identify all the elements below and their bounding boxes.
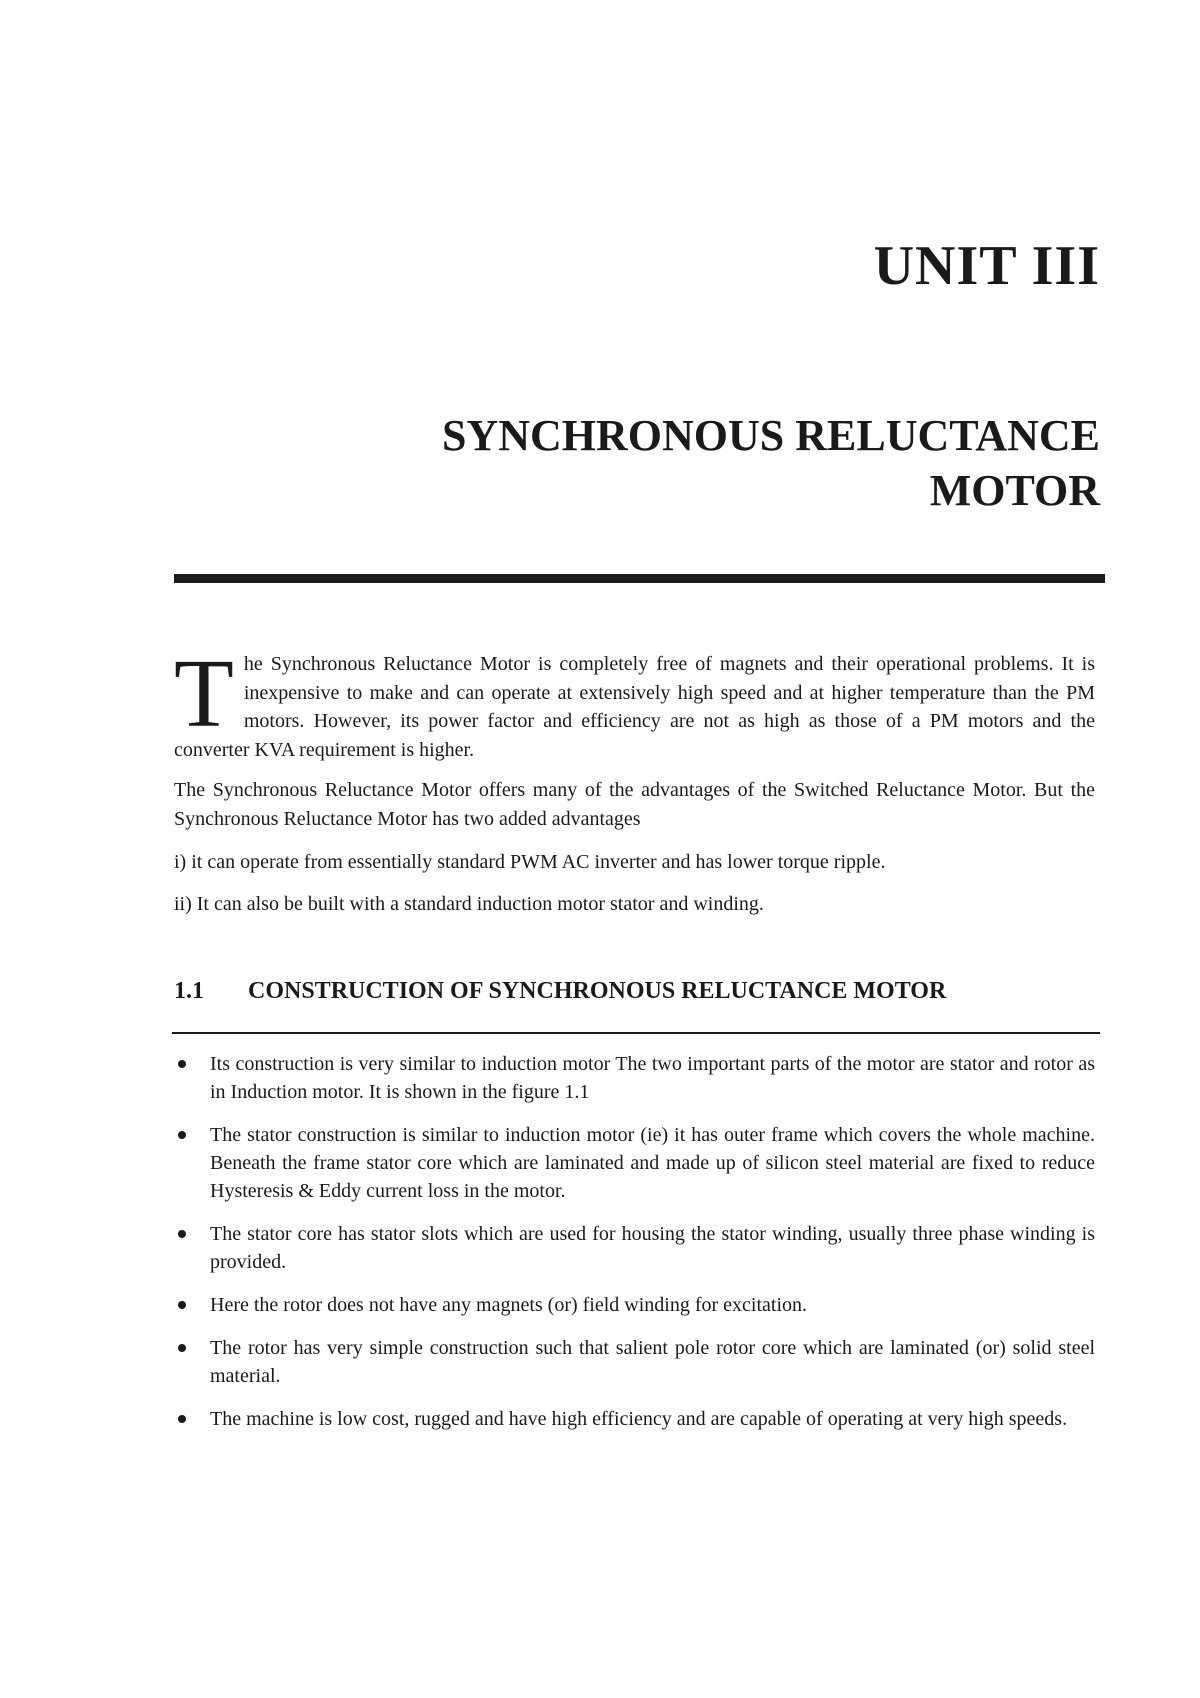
bullet-icon [178,1131,186,1139]
section-divider [172,1032,1100,1034]
list-item-text: The stator core has stator slots which are used for housing the stator winding, usually three phase winding is provided. [210,1223,1095,1273]
paragraph-advantage-2: ii) It can also be built with a standard induction motor stator and winding. [174,893,764,915]
list-item [174,1291,1095,1319]
unit-title: UNIT III [873,235,1100,297]
chapter-title-line-2: MOTOR [929,466,1100,515]
list-item [174,1334,1095,1390]
bullet-icon [178,1344,186,1352]
section-heading [174,976,946,1006]
list-item [174,1050,1095,1106]
construction-bullet-list [174,1050,1095,1448]
bullet-icon [178,1301,186,1309]
drop-cap: T [174,640,234,748]
section-number: 1.1 [174,978,204,1004]
list-item-text: Here the rotor does not have any magnets (or) field winding for excitation. [210,1294,808,1316]
list-item [174,1121,1095,1205]
list-item [174,1220,1095,1276]
chapter-title-line-1: SYNCHRONOUS RELUCTANCE [441,411,1100,460]
intro-text: he Synchronous Reluctance Motor is completely free of magnets and their operational problems. It is inexpensive to make and can operate at extensively high speed and at higher temperature than the PM motors. However, its power factor and efficiency are not as high as those of a PM motors and the converter KVA requirement is higher. [174,653,1095,761]
list-item [174,1405,1095,1433]
list-item-text: Its construction is very similar to induction motor The two important parts of the motor are stator and rotor as in Induction motor. It is shown in the figure 1.1 [210,1053,1095,1103]
paragraph-advantages: The Synchronous Reluctance Motor offers many of the advantages of the Switched Reluctance Motor. But the Synchronous Reluctance Motor has two added advantages [174,779,1095,830]
list-item-text: The rotor has very simple construction such that salient pole rotor core which are laminated (or) solid steel material. [210,1337,1095,1387]
bullet-icon [178,1415,186,1423]
list-item-text: The machine is low cost, rugged and have high efficiency and are capable of operating at very high speeds. [210,1408,1068,1430]
intro-paragraph [174,640,1095,764]
paragraph-advantage-1: i) it can operate from essentially standard PWM AC inverter and has lower torque ripple. [174,851,886,873]
chapter-title [442,408,1100,518]
bullet-icon [178,1060,186,1068]
chapter-divider [174,574,1105,583]
bullet-icon [178,1230,186,1238]
section-title: CONSTRUCTION OF SYNCHRONOUS RELUCTANCE MOTOR [248,978,947,1004]
list-item-text: The stator construction is similar to induction motor (ie) it has outer frame which covers the whole machine. Beneath the frame stator core which are laminated and made up of silicon steel material are fixed to reduce Hysteresis & Eddy current loss in the motor. [210,1124,1095,1202]
